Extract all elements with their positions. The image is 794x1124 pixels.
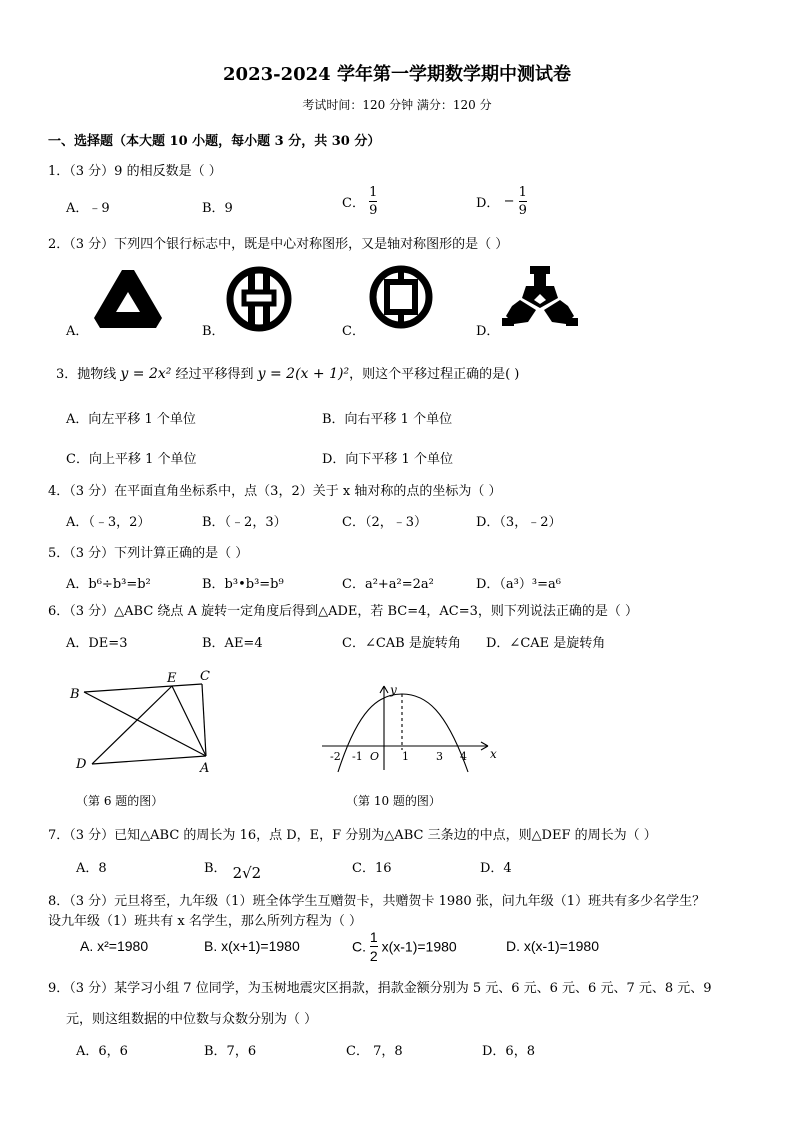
minus-sign: − bbox=[503, 194, 515, 209]
tick-1: 1 bbox=[402, 750, 409, 763]
stem-prefix: 3．抛物线 bbox=[56, 367, 121, 382]
point-b-label: B bbox=[70, 687, 80, 702]
sqrt-expression: 2√2 bbox=[232, 864, 262, 882]
tick-4: 4 bbox=[460, 750, 467, 763]
question-4-option-a: A．（﹣3，2） bbox=[66, 515, 151, 530]
exam-info: 考试时间：120 分钟 满分：120 分 bbox=[302, 98, 492, 112]
question-3-stem bbox=[56, 363, 519, 382]
x-axis-label: x bbox=[490, 747, 497, 761]
question-7-option-b bbox=[204, 857, 262, 882]
question-3-option-d: D．向下平移 1 个单位 bbox=[322, 452, 453, 467]
point-c-label: C bbox=[200, 669, 210, 684]
numerator: 1 bbox=[369, 185, 378, 200]
figure-6-triangles bbox=[62, 664, 222, 776]
question-1-option-a: A．﹣9 bbox=[66, 201, 110, 216]
question-9-option-a: A．6，6 bbox=[76, 1044, 128, 1059]
question-4-stem: 4．（3 分）在平面直角坐标系中，点（3，2）关于 x 轴对称的点的坐标为（ ） bbox=[48, 484, 502, 499]
question-2-option-b: B． bbox=[202, 324, 225, 339]
question-8-option-c bbox=[352, 930, 457, 963]
denominator: 9 bbox=[369, 203, 378, 218]
numerator: 1 bbox=[369, 929, 378, 945]
question-1-option-c bbox=[342, 186, 377, 217]
question-8-option-d: D. x(x-1)=1980 bbox=[506, 938, 599, 954]
point-a-label: A bbox=[200, 761, 210, 776]
figure-6-caption: （第 6 题的图） bbox=[76, 794, 164, 808]
question-7-option-a: A．8 bbox=[76, 861, 107, 876]
page-title: 2023-2024 学年第一学期数学期中测试卷 bbox=[223, 64, 571, 85]
fraction bbox=[370, 930, 378, 963]
stem-middle: 经过平移得到 bbox=[171, 367, 258, 382]
question-8-option-b: B. x(x+1)=1980 bbox=[204, 938, 300, 954]
tick-neg2: -2 bbox=[330, 750, 341, 763]
question-4-option-b: B．（﹣2，3） bbox=[202, 515, 287, 530]
figure-10-parabola bbox=[318, 680, 502, 776]
question-3-option-c: C．向上平移 1 个单位 bbox=[66, 452, 197, 467]
question-3-option-b: B．向右平移 1 个单位 bbox=[322, 412, 453, 427]
point-e-label: E bbox=[167, 671, 177, 686]
question-9-stem-line1: 9．（3 分）某学习小组 7 位同学，为玉树地震灾区捐款，捐款金额分别为 5 元、6 元、6 元、6 元、7 元、8 元、9 bbox=[48, 981, 712, 996]
question-9-option-c: C． 7，8 bbox=[346, 1044, 403, 1059]
stem-suffix: ，则这个平移过程正确的是( ) bbox=[349, 367, 520, 382]
option-c-label: C. bbox=[352, 938, 370, 955]
question-5-option-a: A．b⁶÷b³=b² bbox=[66, 577, 151, 592]
option-c-equation: x(x-1)=1980 bbox=[381, 938, 457, 955]
question-5-stem: 5．（3 分）下列计算正确的是（ ） bbox=[48, 546, 249, 561]
point-d-label: D bbox=[76, 757, 87, 772]
denominator: 9 bbox=[518, 203, 527, 218]
section-heading: 一、选择题（本大题 10 小题，每小题 3 分，共 30 分） bbox=[48, 134, 381, 149]
coin-logo-icon bbox=[368, 264, 434, 330]
question-7-stem: 7．（3 分）已知△ABC 的周长为 16，点 D，E，F 分别为△ABC 三条边的中点，则△DEF 的周长为（ ） bbox=[48, 828, 657, 843]
numerator: 1 bbox=[518, 185, 527, 200]
question-6-option-b: B．AE=4 bbox=[202, 636, 263, 651]
question-6-option-a: A．DE=3 bbox=[66, 636, 128, 651]
bank-logo-icon bbox=[226, 266, 292, 332]
option-c-label: C． bbox=[342, 196, 365, 211]
fraction bbox=[369, 186, 377, 217]
fraction-bar bbox=[370, 946, 378, 947]
question-1-stem: 1．（3 分）9 的相反数是（ ） bbox=[48, 164, 222, 179]
y-axis-label: y bbox=[390, 683, 397, 697]
origin-label: O bbox=[370, 750, 380, 763]
denominator: 2 bbox=[369, 948, 378, 964]
fraction bbox=[519, 186, 527, 217]
question-5-option-b: B．b³•b³=b⁹ bbox=[202, 577, 284, 592]
question-2-stem: 2．（3 分）下列四个银行标志中，既是中心对称图形，又是轴对称图形的是（ ） bbox=[48, 237, 509, 252]
question-2-option-c: C． bbox=[342, 324, 365, 339]
question-5-option-d: D．（a³）³=a⁶ bbox=[476, 577, 561, 592]
question-8-stem-line1: 8．（3 分）元旦将至，九年级（1）班全体学生互赠贺卡，共赠贺卡 1980 张，问九年级（1）班共有多少名学生？ bbox=[48, 894, 706, 909]
question-9-option-b: B．7，6 bbox=[204, 1044, 257, 1059]
equation-2: y = 2(x + 1)² bbox=[257, 366, 350, 382]
question-1-option-b: B．9 bbox=[202, 201, 233, 216]
option-b-label: B． bbox=[204, 861, 227, 876]
question-8-stem-line2: 设九年级（1）班共有 x 名学生，那么所列方程为（ ） bbox=[48, 914, 362, 929]
three-part-logo-icon bbox=[500, 264, 580, 330]
tick-3: 3 bbox=[436, 750, 443, 763]
tick-neg1: -1 bbox=[352, 750, 363, 763]
question-4-option-c: C．（2，﹣3） bbox=[342, 515, 427, 530]
question-7-option-c: C．16 bbox=[352, 861, 392, 876]
question-5-option-c: C．a²+a²=2a² bbox=[342, 577, 434, 592]
triangle-logo-icon bbox=[92, 268, 164, 330]
figure-10-caption: （第 10 题的图） bbox=[346, 794, 441, 808]
question-3-option-a: A．向左平移 1 个单位 bbox=[66, 412, 196, 427]
question-9-option-d: D．6，8 bbox=[482, 1044, 535, 1059]
question-6-stem: 6．（3 分）△ABC 绕点 A 旋转一定角度后得到△ADE，若 BC=4，AC=3，则下列说法正确的是（ ） bbox=[48, 604, 639, 619]
fraction-bar bbox=[369, 201, 377, 202]
question-7-option-d: D．4 bbox=[480, 861, 512, 876]
question-6-option-d: D．∠CAE 是旋转角 bbox=[486, 636, 606, 651]
question-2-option-d: D． bbox=[476, 324, 500, 339]
question-9-stem-line2: 元，则这组数据的中位数与众数分别为（ ） bbox=[66, 1012, 318, 1027]
question-1-option-d bbox=[476, 186, 527, 217]
fraction-bar bbox=[519, 201, 527, 202]
question-6-option-c: C．∠CAB 是旋转角 bbox=[342, 636, 461, 651]
option-d-label: D． bbox=[476, 196, 500, 211]
equation-1: y = 2x² bbox=[120, 366, 172, 382]
question-2-option-a: A． bbox=[66, 324, 89, 339]
question-8-option-a: A. x²=1980 bbox=[80, 938, 149, 954]
question-4-option-d: D．（3，﹣2） bbox=[476, 515, 562, 530]
